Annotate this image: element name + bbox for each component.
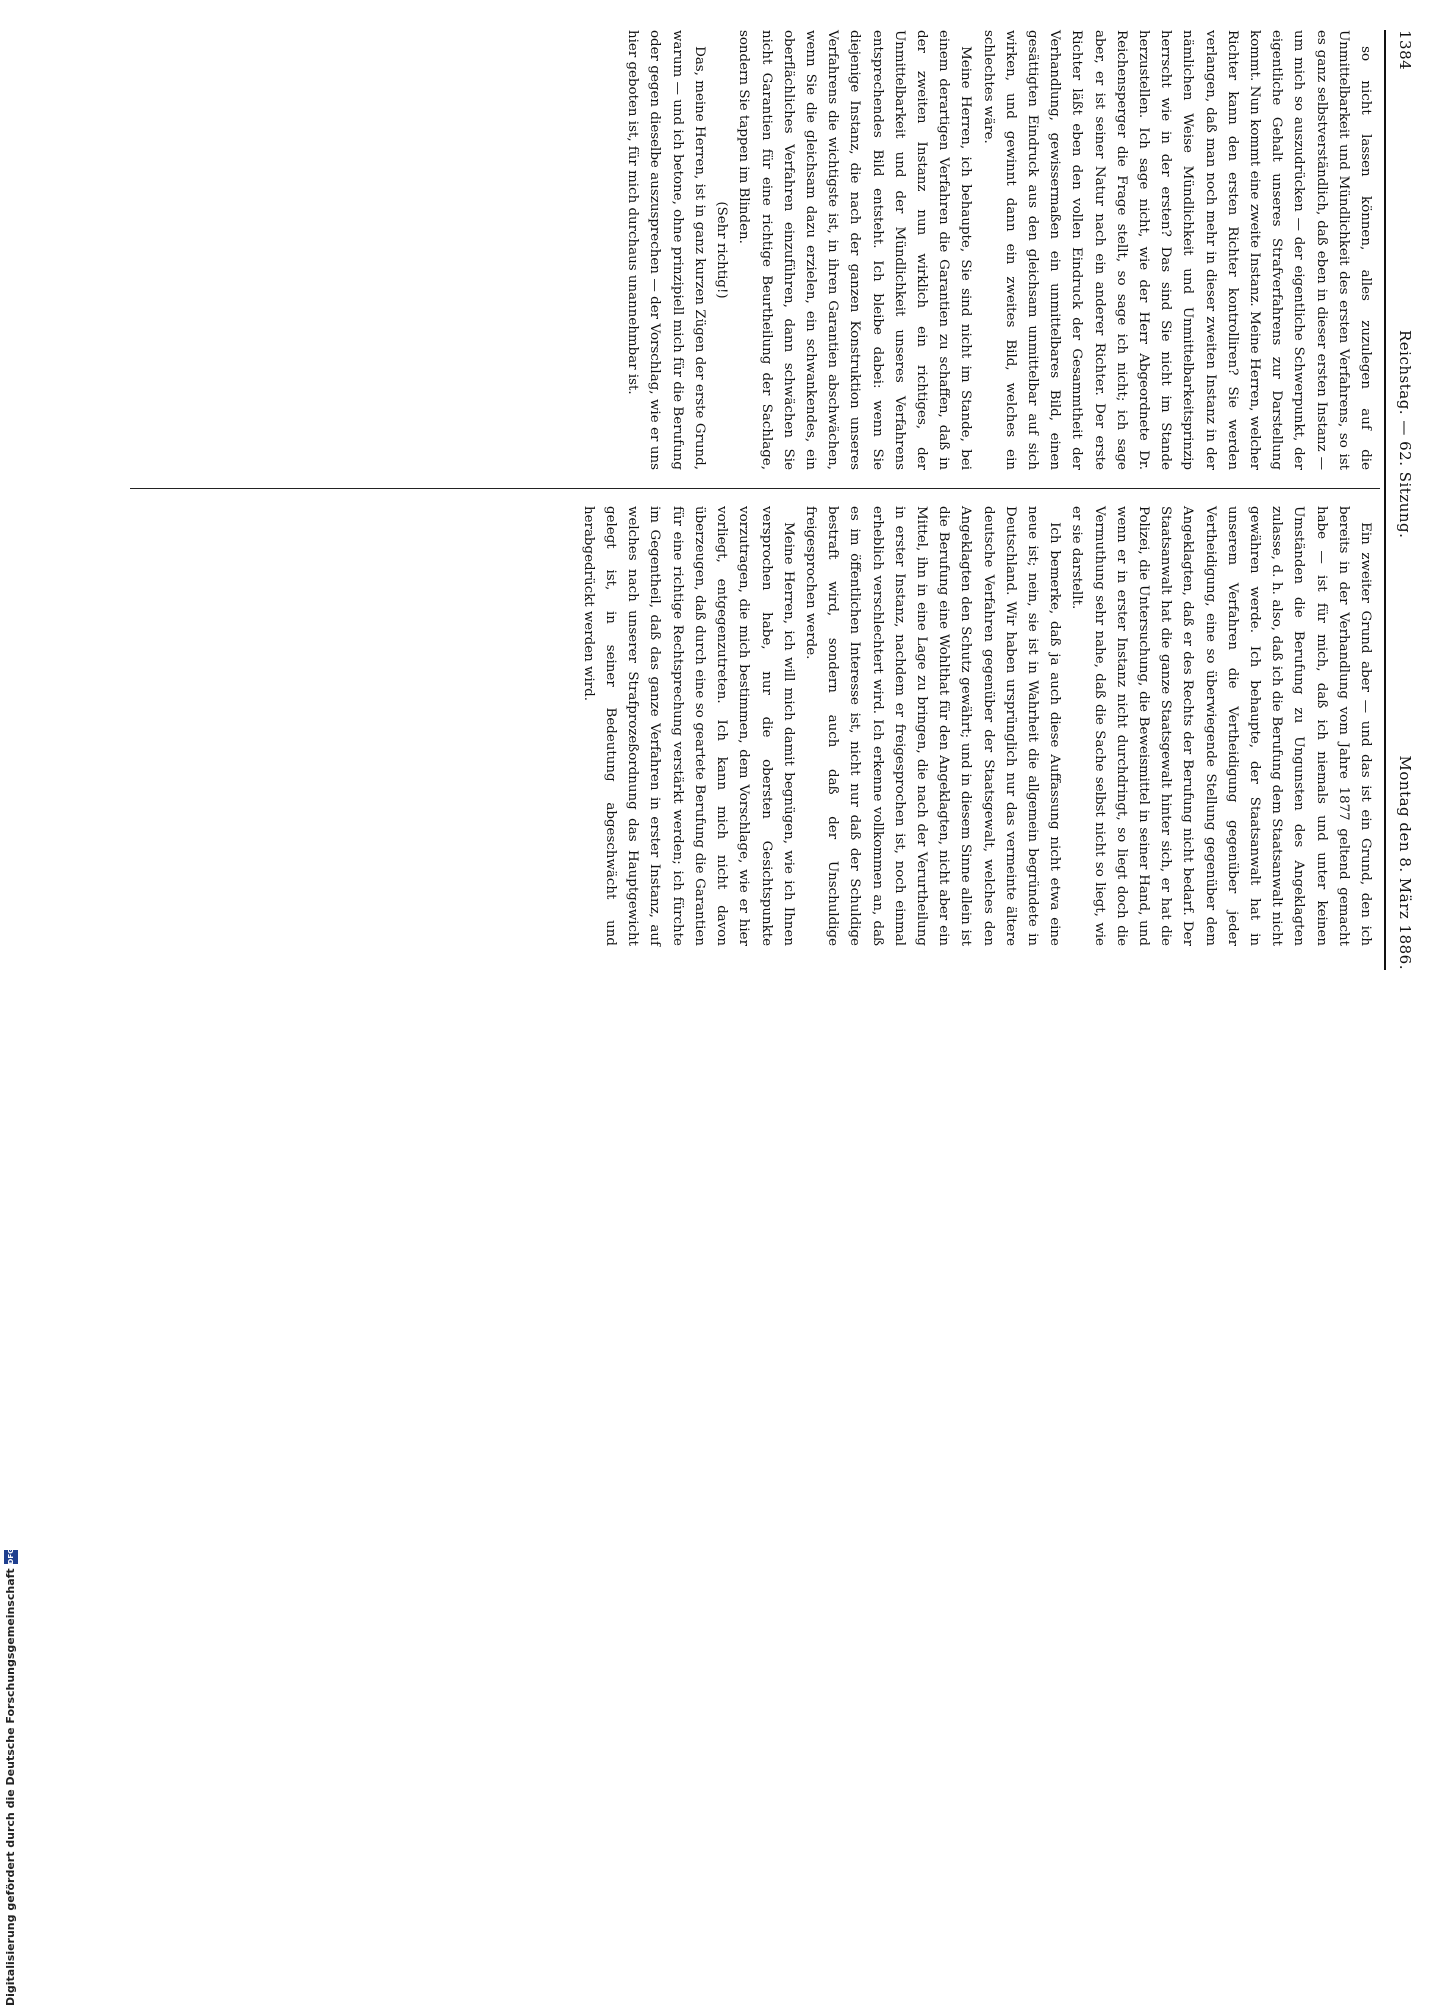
page-number: 1384: [1396, 30, 1414, 71]
rotated-page: [106, 30, 1416, 970]
running-head: [1390, 30, 1416, 970]
left-paragraph-3: Das, meine Herren, ist in ganz kurzen Zügen der erste Grund, warum — und ich betone, ohne prinzipiell mich für die Berufung oder gegen dieselbe auszusprechen — der Vorschlag, wie er uns hier geboten ist, für mich durchaus unannehmbar ist.: [625, 30, 707, 470]
session-title: Reichstag. — 62. Sitzung.: [1396, 330, 1414, 539]
column-divider: [130, 488, 1380, 489]
right-paragraph-1: Ein zweiter Grund aber — und das ist ein Grund, den ich bereits in der Verhandlung vom Jahre 1877 geltend gemacht habe — ist für mich, daß ich niemals und unter keinen Umständen die Berufung zu Ungunsten des Angeklagten zulasse, d. h. also, daß ich die Berufung dem Staatsanwalt nicht gewähren werde. Ich behaupte, der Staatsanwalt hat in unserem Verfahren die Vertheidigung gegenüber jeder Vertheidigung, eine so überwiegende Stellung gegenüber dem Angeklagten, daß er des Rechts der Berufung nicht bedarf. Der Staatsanwalt hat die ganze Staatsgewalt hinter sich, er hat die Polizei, die Untersuchung, die Beweismittel in seiner Hand, und wenn er in erster Instanz nicht durchdringt, so liegt doch die Vermuthung sehr nahe, daß die Sache selbst nicht so liegt, wie er sie darstellt.: [1069, 506, 1373, 946]
left-paragraph-2: Meine Herren, ich behaupte, Sie sind nicht im Stande, bei einem derartigen Verfahren die Garantien zu schaffen, daß in der zweiten Instanz nun wirklich ein richtiges, der Unmittelbarkeit und der Mündlichkeit unseres Verfahrens entsprechendes Bild entsteht. Ich bleibe dabei: wenn Sie diejenige Instanz, die nach der ganzen Konstruktion unseres Verfahrens die wichtigste ist, in ihren Garantien abschwächen, wenn Sie die gleichsam dazu erzielen, ein schwankendes, ein oberflächliches Verfahren einzuführen, dann schwächen Sie nicht Garantien für eine richtige Beurtheilung der Sachlage, sondern Sie tappen im Blinden.: [736, 30, 974, 470]
credit-text: Digitalisierung gefördert durch die Deutsche Forschungsgemeinschaft: [4, 1568, 17, 2006]
dfg-logo-icon: DFG: [4, 1550, 18, 1564]
digitization-credit: [4, 1006, 20, 2006]
interjection: (Sehr richtig!): [714, 201, 730, 299]
right-paragraph-2: Ich bemerke, daß ja auch diese Auffassung nicht etwa eine neue ist; nein, sie ist in Wahrheit die allgemein begründete in Deutschland. Wir haben ursprünglich nur das vermeinte ältere deutsche Verfahren gegenüber der Staatsgewalt, welches den Angeklagten den Schutz gewährt; und in diesem Sinne allein ist die Berufung eine Wohlthat für den Angeklagten, nicht aber ein Mittel, ihn in eine Lage zu bringen, die nach der Verurtheilung in erster Instanz, nachdem er freigesprochen ist, noch einmal erheblich verschlechtert wird. Ich erkenne vollkommen an, daß es im öffentlichen Interesse ist, nicht nur daß der Schuldige bestraft wird, sondern auch daß der Unschuldige freigesprochen werde.: [802, 506, 1063, 946]
left-column: [625, 30, 1376, 470]
header-rule: [1384, 30, 1386, 970]
right-paragraph-3: Meine Herren, ich will mich damit begnügen, wie ich Ihnen versprochen habe, nur die obersten Gesichtspunkte vorzutragen, die mich bestimmen, dem Vorschlage, wie er hier vorliegt, entgegenzutreten. Ich kann mich nicht davon überzeugen, daß durch eine so geartete Berufung die Garantien für eine richtige Rechtsprechung verstärkt werden; ich fürchte im Gegentheil, daß das ganze Verfahren in erster Instanz, auf welches nach unserer Strafprozeßordnung das Hauptgewicht gelegt ist, in seiner Bedeutung abgeschwächt und herabgedrückt werden wird.: [580, 506, 796, 946]
session-date: Montag den 8. März 1886.: [1396, 755, 1414, 970]
left-paragraph-1: so nicht lassen können, alles zuzulegen auf die Unmittelbarkeit und Mündlichkeit des ersten Verfahrens, so ist es ganz selbstverständlich, daß eben in dieser ersten Instanz — um mich so auszudrücken — der eigentliche Schwerpunkt, der eigentliche Gehalt unseres Strafverfahrens zur Darstellung kommt. Nun kommt eine zweite Instanz. Meine Herren, welcher Richter kann den ersten Richter kontrolliren? Sie werden verlangen, daß man noch mehr in dieser zweiten Instanz in der nämlichen Weise Mündlichkeit und Unmittelbarkeitsprinzip herrscht wie in der ersten? Das sind Sie nicht im Stande herzustellen. Ich sage nicht, wie der Herr Abgeordnete Dr. Reichensperger die Frage stellt, so sage ich nicht; ich sage aber, er ist seiner Natur nach ein anderer Richter. Der erste Richter läßt eben den vollen Eindruck der Gesammtheit der Verhandlung, gewissermaßen ein unmittelbares Bild, einen gesättigten Eindruck aus den gleichsam unmittelbar auf sich wirken, und gewinnt dann ein zweites Bild, welches ein schlechtes wäre.: [980, 30, 1373, 470]
right-column: [131, 506, 1376, 946]
